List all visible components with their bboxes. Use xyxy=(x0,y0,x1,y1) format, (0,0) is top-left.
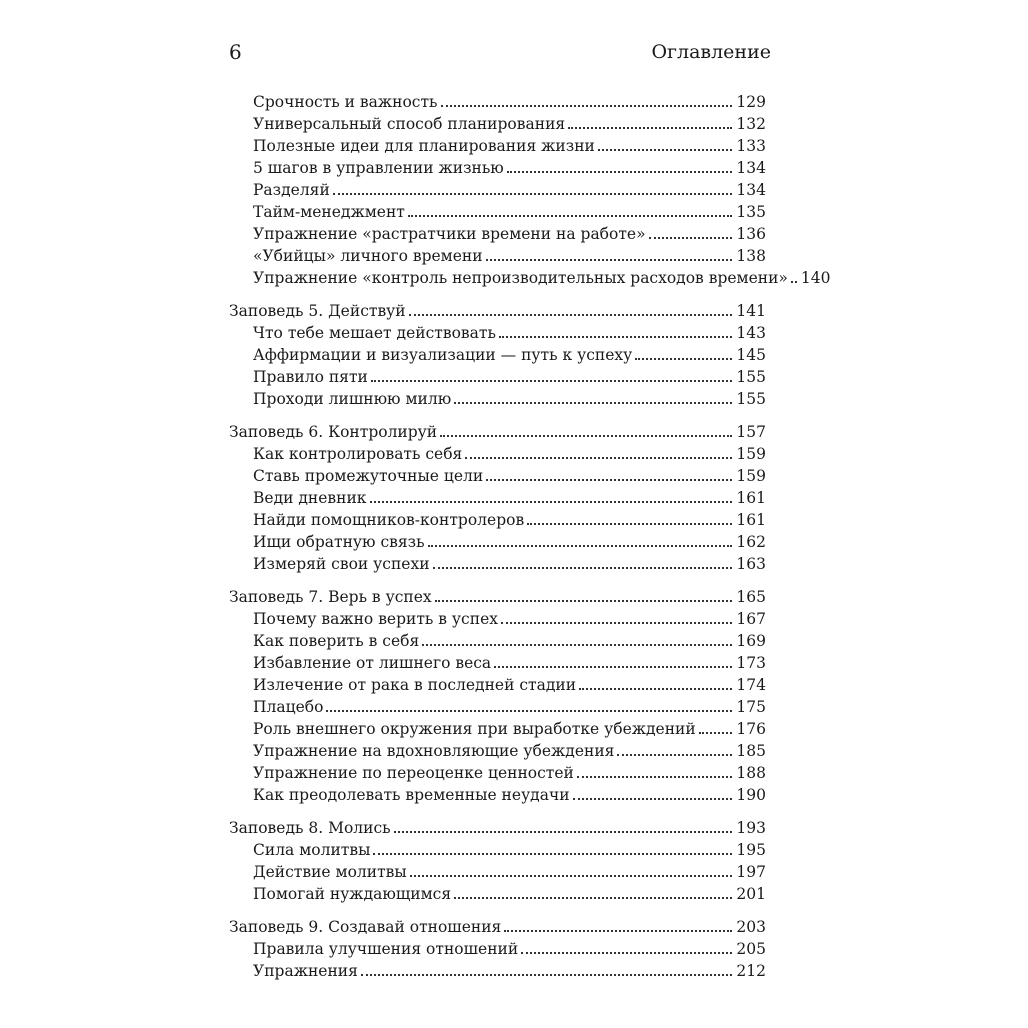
dot-leader xyxy=(504,916,734,938)
toc-page-number: 212 xyxy=(736,962,766,980)
toc-page-number: 205 xyxy=(736,940,766,958)
dot-leader xyxy=(635,344,734,366)
toc-section-entry xyxy=(229,938,766,960)
toc-page-number: 176 xyxy=(736,720,766,738)
toc-section-title: Почему важно верить в успех xyxy=(253,610,498,628)
toc-section-entry xyxy=(229,388,766,410)
toc-page-number: 143 xyxy=(736,324,766,342)
dot-leader xyxy=(326,696,734,718)
toc-section-title: Упражнение по переоценке ценностей xyxy=(253,764,574,782)
toc-section-entry xyxy=(229,322,766,344)
toc-chapter-entry xyxy=(229,817,766,839)
toc-page-number: 197 xyxy=(736,863,766,881)
toc-page-number: 175 xyxy=(736,698,766,716)
running-head-title: Оглавление xyxy=(651,41,771,63)
dot-leader xyxy=(435,586,735,608)
toc-chapter-title: Заповедь 8. Молись xyxy=(229,819,391,837)
toc-section-entry xyxy=(229,179,766,201)
toc-page-number: 135 xyxy=(736,203,766,221)
toc-page-number: 174 xyxy=(736,676,766,694)
toc-page-number: 134 xyxy=(736,159,766,177)
dot-leader xyxy=(371,366,735,388)
toc-section-entry xyxy=(229,630,766,652)
dot-leader xyxy=(486,465,734,487)
toc-section-entry xyxy=(229,740,766,762)
toc-section-title: Ищи обратную связь xyxy=(253,533,425,551)
toc-page-number: 165 xyxy=(736,588,766,606)
toc-page-number: 155 xyxy=(736,390,766,408)
toc-page-number: 161 xyxy=(736,489,766,507)
dot-leader xyxy=(501,608,734,630)
toc-page-number: 145 xyxy=(736,346,766,364)
table-of-contents xyxy=(229,91,831,993)
toc-section-entry xyxy=(229,157,766,179)
dot-leader xyxy=(699,718,735,740)
toc-page-number: 185 xyxy=(736,742,766,760)
toc-chapter-entry xyxy=(229,300,766,322)
toc-group xyxy=(229,586,766,806)
dot-leader xyxy=(422,630,734,652)
dot-leader xyxy=(454,388,734,410)
toc-section-title: Упражнение «растратчики времени на работе» xyxy=(253,225,646,243)
toc-section-title: Упражнение на вдохновляющие убеждения xyxy=(253,742,615,760)
toc-section-entry xyxy=(229,135,766,157)
dot-leader xyxy=(598,135,735,157)
toc-group xyxy=(229,817,766,905)
toc-section-title: Тайм-менеджмент xyxy=(253,203,405,221)
toc-page-number: 134 xyxy=(736,181,766,199)
toc-page-number: 138 xyxy=(736,247,766,265)
toc-group xyxy=(229,916,766,982)
toc-section-entry xyxy=(229,443,766,465)
toc-section-title: Полезные идеи для планирования жизни xyxy=(253,137,595,155)
toc-section-title: Что тебе мешает действовать xyxy=(253,324,496,342)
toc-section-title: Плацебо xyxy=(253,698,324,716)
toc-page-number: 169 xyxy=(736,632,766,650)
toc-page-number: 203 xyxy=(736,918,766,936)
dot-leader xyxy=(440,421,734,443)
toc-section-entry xyxy=(229,487,766,509)
toc-chapter-entry xyxy=(229,586,766,608)
dot-leader xyxy=(527,509,734,531)
toc-page-number: 141 xyxy=(736,302,766,320)
toc-group xyxy=(229,91,831,289)
toc-section-title: Как поверить в себя xyxy=(253,632,420,650)
dot-leader xyxy=(521,938,734,960)
toc-chapter-entry xyxy=(229,916,766,938)
dot-leader xyxy=(507,157,735,179)
toc-page-number: 140 xyxy=(800,269,831,287)
toc-page-number: 201 xyxy=(736,885,766,903)
toc-section-title: Упражнения xyxy=(253,962,358,980)
toc-section-title: Измеряй свои успехи xyxy=(253,555,430,573)
toc-page-number: 162 xyxy=(736,533,766,551)
toc-section-entry xyxy=(229,553,766,575)
dot-leader xyxy=(465,443,734,465)
toc-section-title: Как контролировать себя xyxy=(253,445,463,463)
toc-section-entry xyxy=(229,201,766,223)
dot-leader xyxy=(499,322,735,344)
toc-section-entry xyxy=(229,344,766,366)
toc-page-number: 159 xyxy=(736,445,766,463)
toc-section-entry xyxy=(229,652,766,674)
dot-leader xyxy=(791,267,799,289)
dot-leader xyxy=(649,223,735,245)
toc-page-number: 159 xyxy=(736,467,766,485)
dot-leader xyxy=(394,817,735,839)
toc-chapter-title: Заповедь 5. Действуй xyxy=(229,302,406,320)
toc-section-title: Правила улучшения отношений xyxy=(253,940,519,958)
toc-group xyxy=(229,421,766,575)
dot-leader xyxy=(454,883,734,905)
dot-leader xyxy=(433,553,735,575)
toc-section-entry xyxy=(229,696,766,718)
toc-section-entry xyxy=(229,509,766,531)
toc-page-number: 155 xyxy=(736,368,766,386)
toc-page-number: 136 xyxy=(736,225,766,243)
dot-leader xyxy=(408,201,735,223)
dot-leader xyxy=(577,762,735,784)
toc-page-number: 133 xyxy=(736,137,766,155)
toc-section-title: Сила молитвы xyxy=(253,841,371,859)
dot-leader xyxy=(568,113,734,135)
toc-section-entry xyxy=(229,674,766,696)
toc-section-entry xyxy=(229,839,766,861)
dot-leader xyxy=(617,740,734,762)
toc-page-number: 167 xyxy=(736,610,766,628)
toc-section-title: Упражнение «контроль непроизводительных расходов времени» xyxy=(253,269,788,287)
toc-section-title: Действие молитвы xyxy=(253,863,407,881)
toc-chapter-title: Заповедь 7. Верь в успех xyxy=(229,588,432,606)
dot-leader xyxy=(494,652,734,674)
dot-leader xyxy=(441,91,735,113)
dot-leader xyxy=(333,179,735,201)
toc-section-title: Веди дневник xyxy=(253,489,367,507)
dot-leader xyxy=(409,300,735,322)
toc-section-title: Как преодолевать временные неудачи xyxy=(253,786,570,804)
dot-leader xyxy=(370,487,735,509)
toc-section-title: Разделяй xyxy=(253,181,330,199)
toc-page-number: 193 xyxy=(736,819,766,837)
toc-section-entry xyxy=(229,718,766,740)
toc-section-title: Излечение от рака в последней стадии xyxy=(253,676,577,694)
toc-section-entry xyxy=(229,784,766,806)
toc-section-title: Аффирмации и визуализации — путь к успеху xyxy=(253,346,633,364)
toc-page-number: 195 xyxy=(736,841,766,859)
dot-leader xyxy=(573,784,735,806)
dot-leader xyxy=(410,861,735,883)
toc-section-title: Срочность и важность xyxy=(253,93,438,111)
toc-chapter-title: Заповедь 6. Контролируй xyxy=(229,423,438,441)
toc-page-number: 157 xyxy=(736,423,766,441)
toc-section-entry xyxy=(229,91,766,113)
toc-section-entry xyxy=(229,245,766,267)
toc-section-title: Помогай нуждающимся xyxy=(253,885,452,903)
toc-page-number: 132 xyxy=(736,115,766,133)
toc-page-number: 161 xyxy=(736,511,766,529)
toc-section-entry xyxy=(229,861,766,883)
dot-leader xyxy=(486,245,735,267)
toc-section-entry xyxy=(229,883,766,905)
toc-section-entry xyxy=(229,366,766,388)
dot-leader xyxy=(428,531,735,553)
toc-section-entry xyxy=(229,960,766,982)
dot-leader xyxy=(373,839,734,861)
toc-section-entry xyxy=(229,465,766,487)
toc-chapter-title: Заповедь 9. Создавай отношения xyxy=(229,918,502,936)
toc-page-number: 163 xyxy=(736,555,766,573)
toc-section-title: Универсальный способ планирования xyxy=(253,115,566,133)
dot-leader xyxy=(361,960,735,982)
toc-section-entry xyxy=(229,531,766,553)
toc-page-number: 173 xyxy=(736,654,766,672)
toc-section-title: 5 шагов в управлении жизнью xyxy=(253,159,504,177)
toc-section-title: «Убийцы» личного времени xyxy=(253,247,483,265)
dot-leader xyxy=(579,674,734,696)
toc-page-number: 190 xyxy=(736,786,766,804)
toc-section-entry xyxy=(229,223,766,245)
toc-section-title: Избавление от лишнего веса xyxy=(253,654,492,672)
page-number: 6 xyxy=(229,40,242,64)
toc-page-number: 129 xyxy=(736,93,766,111)
toc-section-entry xyxy=(229,608,766,630)
toc-group xyxy=(229,300,766,410)
toc-section-title: Ставь промежуточные цели xyxy=(253,467,484,485)
toc-section-title: Проходи лишнюю милю xyxy=(253,390,452,408)
toc-section-title: Правило пяти xyxy=(253,368,368,386)
toc-section-title: Роль внешнего окружения при выработке убеждений xyxy=(253,720,696,738)
toc-section-title: Найди помощников-контролеров xyxy=(253,511,525,529)
toc-chapter-entry xyxy=(229,421,766,443)
toc-section-entry xyxy=(229,113,766,135)
toc-section-entry xyxy=(229,267,831,289)
toc-page-number: 188 xyxy=(736,764,766,782)
toc-section-entry xyxy=(229,762,766,784)
